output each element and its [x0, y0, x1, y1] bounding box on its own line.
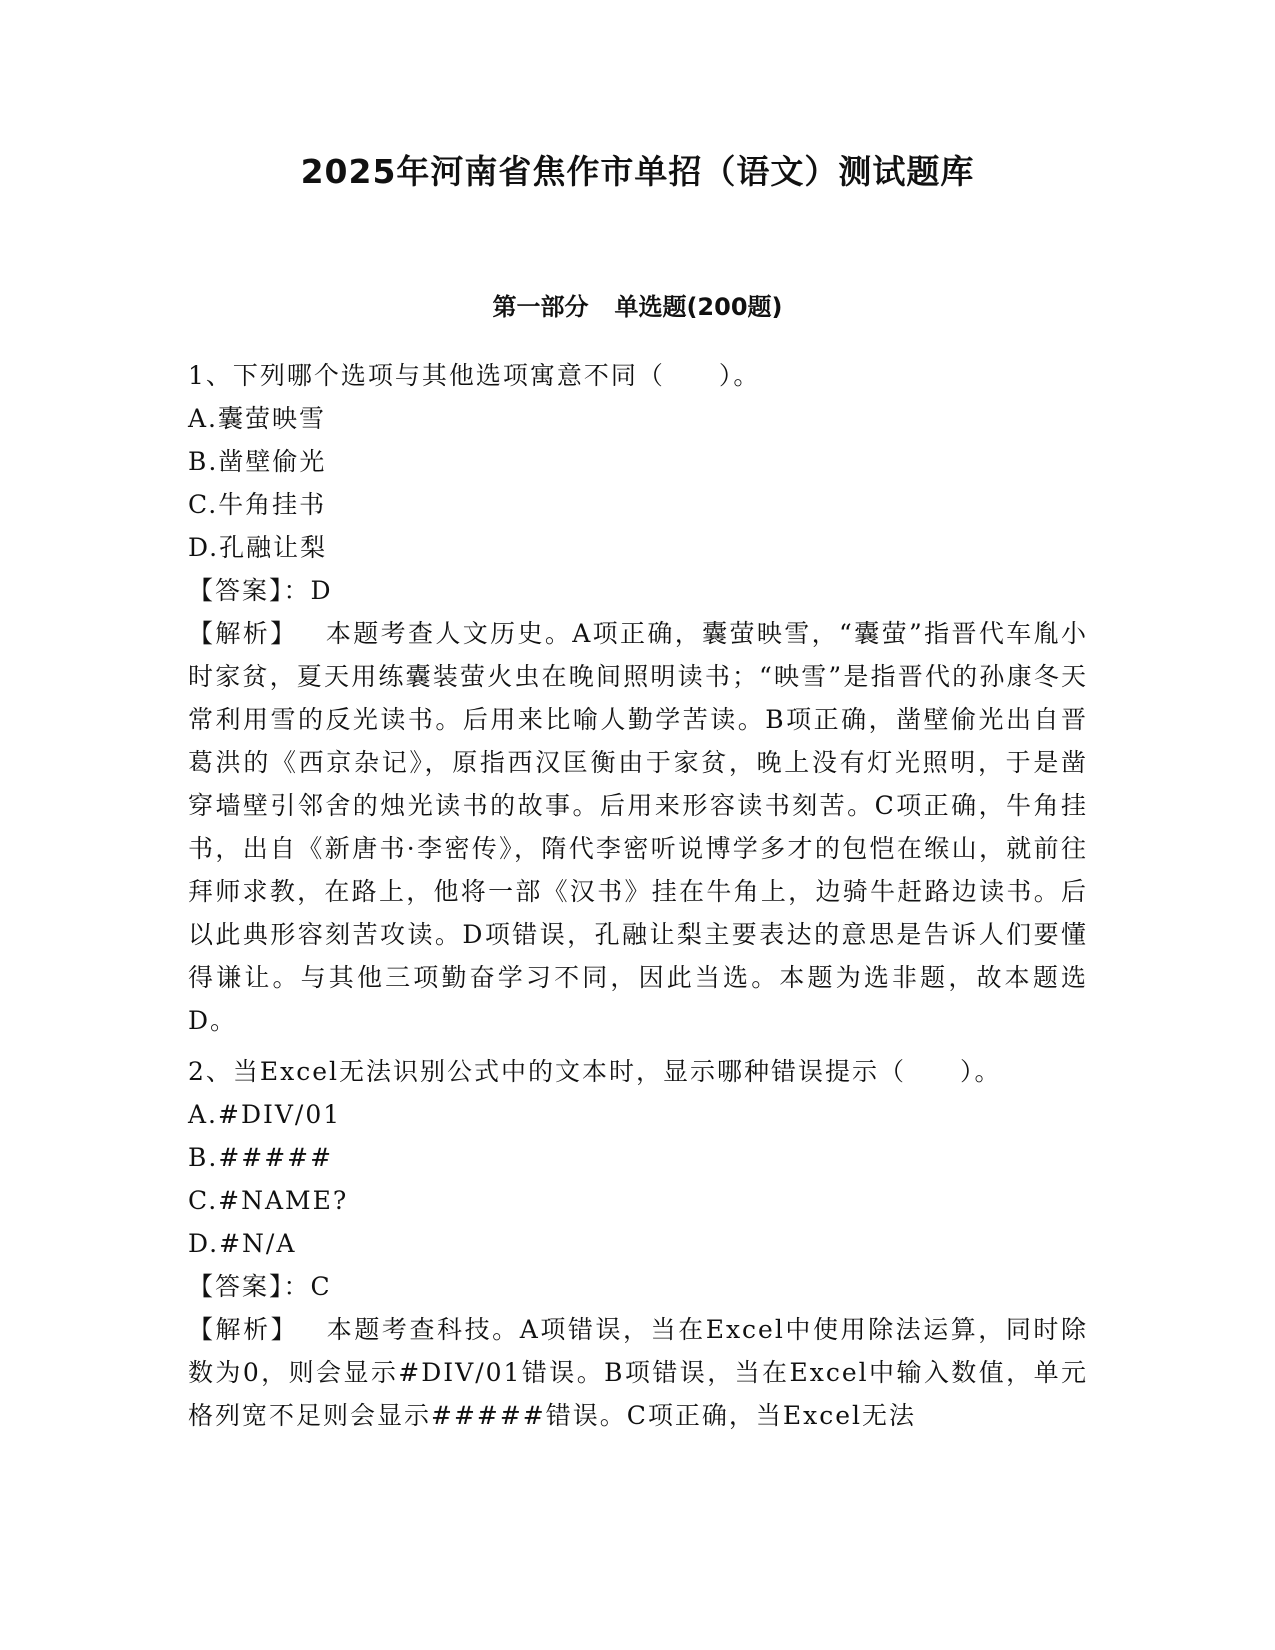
option-c: C.#NAME?: [188, 1186, 349, 1215]
option-d: D.孔融让梨: [188, 533, 328, 562]
section-name: 单选题(200题): [614, 293, 783, 321]
question-stem: 2、当Excel无法识别公式中的文本时，显示哪种错误提示（ ）。: [188, 1057, 1002, 1086]
analysis-label: 【解析】: [188, 1315, 299, 1344]
analysis-text: 本题考查人文历史。A项正确，囊萤映雪，“囊萤”指晋代车胤小时家贫，夏天用练囊装萤火虫在晚间照明读书；“映雪”是指晋代的孙康冬天常利用雪的反光读书。后用来比喻人勤学苦读。B项正确，凿壁偷光出自晋葛洪的《西京杂记》，原指西汉匡衡由于家贫，晚上没有灯光照明，于是凿穿墙壁引邻舍的烛光读书的故事。后用来形容读书刻苦。C项正确，牛角挂书，出自《新唐书·李密传》，隋代李密听说博学多才的包恺在缑山，就前往拜师求教，在路上，他将一部《汉书》挂在牛角上，边骑牛赶路边读书。后以此典形容刻苦攻读。D项错误，孔融让梨主要表达的意思是告诉人们要懂得谦让。与其他三项勤奋学习不同，因此当选。本题为选非题，故本题选D。: [188, 619, 1088, 1035]
option-d: D.#N/A: [188, 1229, 297, 1258]
analysis-text: 本题考查科技。A项错误，当在Excel中使用除法运算，同时除数为0，则会显示#DIV/01错误。B项错误，当在Excel中输入数值，单元格列宽不足则会显示#####错误。C项正确，当Excel无法: [188, 1315, 1088, 1430]
analysis-paragraph: [188, 612, 1088, 1042]
analysis-paragraph: [188, 1308, 1088, 1437]
option-b: B.#####: [188, 1143, 334, 1172]
question-item-1: [188, 354, 1088, 1042]
question-stem: 1、下列哪个选项与其他选项寓意不同（ ）。: [188, 361, 761, 390]
question-item-2: [188, 1050, 1088, 1437]
analysis-label: 【解析】: [188, 619, 298, 648]
option-a: A.#DIV/01: [188, 1100, 342, 1129]
answer-label: 【答案】：: [188, 1272, 311, 1301]
answer-value: C: [310, 1272, 332, 1301]
answer-label: 【答案】：: [188, 576, 311, 605]
answer-line: [188, 569, 1088, 612]
document-title: 2025年河南省焦作市单招（语文）测试题库: [300, 152, 975, 191]
option-a: A.囊萤映雪: [188, 404, 327, 433]
option-b: B.凿壁偷光: [188, 447, 327, 476]
option-c: C.牛角挂书: [188, 490, 327, 519]
answer-value: D: [310, 576, 333, 605]
section-part: 第一部分: [492, 293, 589, 321]
question-list: [188, 354, 1088, 1437]
section-heading: [0, 290, 1275, 324]
answer-line: [188, 1265, 1088, 1308]
